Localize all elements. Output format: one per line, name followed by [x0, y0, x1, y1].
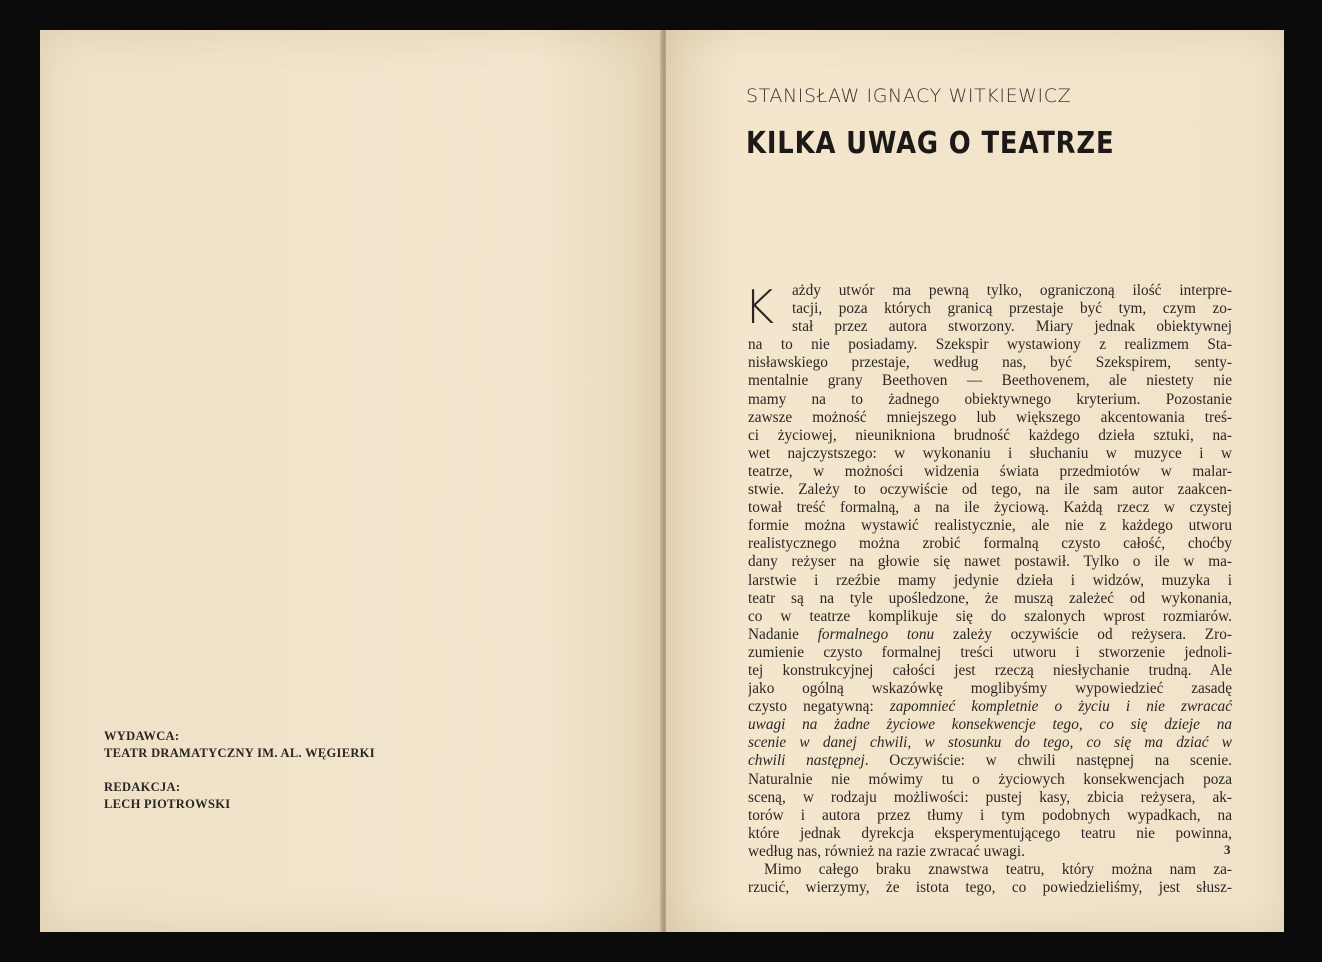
- right-page: [666, 30, 1284, 932]
- body-line: które jednak dyrekcja eksperymentującego teatru nie powinna,: [748, 824, 1232, 842]
- body-line: ci życiowej, nieunikniona brudność każdego dzieła sztuki, na-: [748, 426, 1232, 444]
- body-line: na to nie posiadamy. Szekspir wystawiony z realizmem Sta-: [748, 336, 1232, 354]
- body-line: ażdy utwór ma pewną tylko, ograniczoną ilość interpre-: [792, 282, 1232, 299]
- body-line: teatrze, w możności widzenia świata przedmiotów w malar-: [748, 462, 1232, 480]
- body-line: dany reżyser na głowie się nawet postawił. Tylko o ile w ma-: [748, 553, 1232, 571]
- body-line: Nadanie formalnego tonu zależy oczywiście od reżysera. Zro-: [748, 625, 1232, 643]
- body-line: wet najczystszego: w wykonaniu i słuchaniu w muzyce i w: [748, 444, 1232, 462]
- body-line: zawsze możność mniejszego lub większego akcentowania treś-: [748, 408, 1232, 426]
- body-line: tował treść formalną, a na ile życiową. Każdą rzecz w czystej: [748, 499, 1232, 517]
- imprint: [104, 728, 375, 813]
- body-line: teatr są na tyle upośledzone, że muszą zależeć od wykonania,: [748, 589, 1232, 607]
- body-line: zumienie czysto formalnej treści utworu i stworzenie jednoli-: [748, 643, 1232, 661]
- body-line: nisławskiego przestaje, według nas, być Szekspirem, senty-: [748, 354, 1232, 372]
- body-line: uwagi na żadne życiowe konsekwencje tego, co się dzieje na: [748, 716, 1232, 734]
- body-line: mamy na to żadnego obiektywnego kryterium. Pozostanie: [748, 390, 1232, 408]
- left-page: [40, 30, 662, 932]
- body-line: Naturalnie nie mówimy tu o życiowych konsekwencjach poza: [748, 770, 1232, 788]
- body-line: larstwie i rzeźbie mamy jedynie dzieła i widzów, muzyka i: [748, 571, 1232, 589]
- body-line: czysto negatywną: zapomnieć kompletnie o życiu i nie zwracać: [748, 698, 1232, 716]
- drop-cap: K: [744, 280, 775, 334]
- page-number: 3: [1224, 842, 1231, 857]
- publisher-label: WYDAWCA:: [104, 729, 180, 743]
- body-line: Mimo całego braku znawstwa teatru, który można nam za-: [764, 861, 1232, 878]
- body-line: scenie w danej chwili, w stosunku do tego, co się ma dziać w: [748, 734, 1232, 752]
- body-line: stał przez autora stworzony. Miary jednak obiektywnej: [792, 318, 1232, 336]
- article-body: [744, 280, 1232, 897]
- body-line: chwili następnej. Oczywiście: w chwili następnej na scenie.: [748, 752, 1232, 770]
- body-line: jako ogólną wskazówkę moglibyśmy wypowiedzieć zasadę: [748, 680, 1232, 698]
- body-line: co w teatrze komplikuje się do szalonych wprost rozmiarów.: [748, 607, 1232, 625]
- editor-name: LECH PIOTROWSKI: [104, 797, 231, 811]
- publisher-name: TEATR DRAMATYCZNY IM. AL. WĘGIERKI: [104, 746, 375, 760]
- body-line: tej konstrukcyjnej całości jest rzeczą niesłychanie trudną. Ale: [748, 661, 1232, 679]
- body-line: tacji, poza których granicą przestaje być tym, czym zo-: [792, 300, 1232, 318]
- body-line: torów i autora przez tłumy i tym podobnych wypadkach, na: [748, 806, 1232, 824]
- body-line: mentalnie grany Beethoven — Beethovenem, ale niestety nie: [748, 372, 1232, 390]
- body-line: sceną, w rodzaju możliwości: pustej kasy, zbicia reżysera, ak-: [748, 788, 1232, 806]
- body-line: stwie. Zależy to oczywiście od tego, na ile sam autor zaakcen-: [748, 481, 1232, 499]
- body-line: rzucić, wierzymy, że istota tego, co powiedzieliśmy, jest słusz-: [748, 879, 1232, 897]
- body-line: według nas, również na razie zwracać uwagi.: [748, 842, 1025, 860]
- body-line: realistycznego można zrobić formalną czysto całość, choćby: [748, 535, 1232, 553]
- article-title: KILKA UWAG O TEATRZE: [746, 126, 1115, 161]
- author-name: STANISŁAW IGNACY WITKIEWICZ: [746, 85, 1072, 107]
- body-line: formie można wystawić realistycznie, ale nie z każdego utworu: [748, 517, 1232, 535]
- editor-label: REDAKCJA:: [104, 780, 181, 794]
